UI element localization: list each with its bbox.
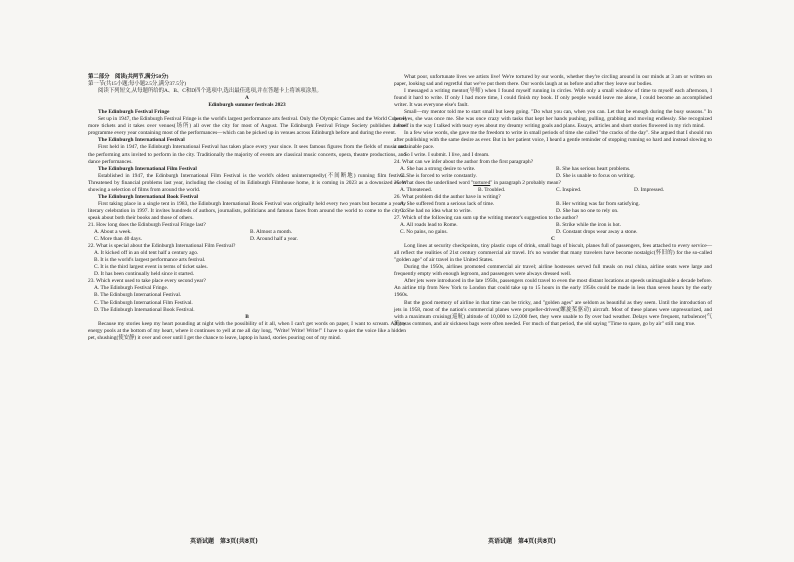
option-25a: A. Threatened. (400, 186, 433, 193)
paragraph-fringe: Set up in 1947, the Edinburgh Festival Fringe is the world's largest performance arts festival. Only the Olympic Games and the World Cup sell more tickets and it takes over venues(场所) all over the city for most of August. The Edinburgh Festival Fringe Society publishes a free programme every year containing most of the performances—which can be picked up in venues across Edinburgh before and during the event. (88, 116, 406, 137)
option-21a: A. About a week. (94, 229, 132, 236)
option-23a: A. The Edinburgh Festival Fringe. (94, 285, 169, 292)
heading-book-festival: The Edinburgh International Book Festival (98, 193, 199, 200)
paragraph-b6: So I write. I submit. I live, and I dream. (404, 151, 490, 158)
question-27: 27. Which of the following can sum up the writing mentor's suggestion to the author? (394, 214, 579, 221)
question-24: 24. What can we infer about the author from the first paragraph? (394, 158, 534, 165)
option-22a: A. It kicked off in an old tent half a century ago. (94, 250, 199, 257)
page-footer-left: 英语试题 第3页(共8页) (190, 538, 258, 545)
option-22d: D. It has been continually held since it started. (94, 271, 194, 278)
option-24d: D. She is unable to focus on writing. (556, 172, 635, 179)
option-24b: B. She has serious heart problems. (556, 165, 631, 172)
question-23: 23. Which event used to take place every second year? (88, 278, 206, 285)
question-25-pre: 25. What does the underlined word " (394, 179, 474, 186)
question-26-options-row2 (394, 208, 712, 215)
section-title: 第二部分 阅读(共两节,满分50分) (88, 74, 169, 80)
option-26a: A. She suffered from a serious lack of time. (400, 200, 495, 207)
heading-international-festival: The Edinburgh International Festival (98, 137, 185, 144)
heading-fringe: The Edinburgh Festival Fringe (98, 109, 170, 116)
option-21b: B. Almost a month. (250, 229, 293, 236)
option-27b: B. Strike while the iron is hot. (556, 221, 621, 228)
paragraph-b2-text: What poor, unfortunate lives we artists live! We're tortured by our words, whether they're circling around in our minds at 3 am or written on paper, looking sad and regretful that we've put them there. Our words laugh at us before and after they leave our bodies. (394, 74, 712, 88)
question-21-options-row2 (88, 236, 406, 243)
option-27a: A. All roads lead to Rome. (400, 221, 458, 228)
paragraph-film-festival: Established in 1947, the Edinburgh International Film Festival is the world's oldest uninterruptedly(不间断地) running film festival. Threatened by financial problems last year, including the closing of its Edinburgh Filmhouse home, it is coming in 2023 as a downsized event showing a selection of films from around the world. (88, 172, 406, 193)
option-27d: D. Constant drops wear away a stone. (556, 229, 638, 236)
heading-film-festival: The Edinburgh International Film Festival (98, 165, 197, 172)
option-21c: C. More than 40 days. (94, 236, 142, 243)
paragraph-international-festival: First held in 1947, the Edinburgh International Festival has taken place every year since. It sees famous figures from the fields of music and the performing arts invited to perform in the city. Traditionally the majority of events are classical music concerts, opera, theatre productions, and dance performances. (88, 144, 406, 165)
option-24c: C. She is forced to write constantly. (400, 172, 477, 179)
question-25 (394, 180, 712, 187)
question-26: 26. What problem did the author have in writing? (394, 193, 501, 200)
option-24a: A. She has a strong desire to write. (400, 165, 476, 172)
passage-letter-c: C (551, 236, 555, 243)
passage-letter-a: A (245, 95, 249, 102)
page-footer-right: 英语试题 第4页(共8页) (488, 538, 556, 545)
passage-letter-b: B (245, 313, 249, 320)
paragraph-b2 (394, 74, 712, 88)
paragraph-book-festival: First taking place in a single tent in 1983, the Edinburgh International Book Festival was originally held every two years but became a yearly literary celebration in 1997. It invites hundreds of authors, journalists, politicians and famous faces from around the world to come to the city to speak about both their books and those of others. (88, 200, 406, 221)
passage-title: Edinburgh summer festivals 2023 (208, 102, 286, 109)
question-21: 21. How long does the Edinburgh Festival Fringe last? (88, 221, 206, 228)
left-page (88, 74, 406, 342)
option-22c: C. It is the third largest event in terms of ticket sales. (94, 264, 208, 271)
option-25c: C. Inspired. (556, 186, 582, 193)
question-25-options (394, 187, 712, 194)
question-24-options-row2 (394, 173, 712, 180)
option-25d: D. Impressed. (634, 186, 665, 193)
option-22b: B. It is the world's largest performance arts festival. (94, 257, 206, 264)
question-22: 22. What is special about the Edinburgh International Film Festival? (88, 243, 236, 250)
paragraph-c1: Long lines at security checkpoints, tiny plastic cups of drink, small bags of biscuit, planes full of passengers, fees attached to every service—all reflect the realities of 21st century commercial air travel. It's no wonder that many travelers have become nostalgic(怀旧的) for the so-called "golden age" of air travel in the United States. (394, 243, 712, 264)
question-24-options-row1 (394, 166, 712, 173)
paragraph-b3: I messaged a writing mentor(导师) when I found myself running in circles. With only a small window of time to myself each afternoon, I found it hard to write. If only I had more time, I could finish my book. If only people would leave me alone, I could become an accomplished writer. It was everyone else's fault. (394, 88, 712, 109)
question-27-options-row2 (394, 229, 712, 236)
paragraph-b5: In a few wise words, she gave me the freedom to write in small periods of time she called "the cracks of the day". She argued that I should run after publishing with the same desire as ever. But in her patient voice, I heard a gentle reminder of stopping running so hard and instead slowing to a sustainable pace. (394, 130, 712, 151)
option-23b: B. The Edinburgh International Festival. (94, 292, 182, 299)
question-27-options-row1 (394, 222, 712, 229)
option-23c: C. The Edinburgh International Film Festival. (94, 299, 193, 306)
paragraph-b4: Small—my mentor told me to start small but keep going. "Do what you can, when you can. Let that be enough during the busy seasons." In her eyes, she was once me. She was once crazy with tasks that kept her hands pushing, pulling, grabbing and moving endlessly. She recognized herself in the way I talked with teary eyes about my dreamy writing goals and plans. Essays, articles and short stories flowered in my rich mind. (394, 109, 712, 130)
instruction: 阅读下列短文,从每题所给的A、B、C和D四个选项中,选出最佳选项,并在答题卡上将该项涂黑。 (98, 88, 322, 95)
paragraph-c3: After jets were introduced in the late 1950s, passengers could travel to even the most distant locations at speeds unimaginable a decade before. An airline trip from New York to London that could take up to 15 hours in the early 1950s could be made in less than seven hours by the early 1960s. (394, 278, 712, 299)
paragraph-b1: Because my stories keep my heart pounding at night with the possibility of it all, when I can't get words on paper, I want to scream. All my energy pools at the bottom of my heart, where it continues to yell at me all day long, "Write! Write! Write!" I have to quiet the voice like a hidden pet, shushing(使安静) it over and over until I get the chance to leave, laptop in hand, stories pouring out of my mind. (88, 320, 406, 341)
section-subtitle: 第一节(共15小题;每小题2.5分,满分37.5分) (88, 81, 187, 88)
option-27c: C. No pains, no gains. (400, 229, 448, 236)
option-26b: B. Her writing was far from satisfying. (556, 200, 640, 207)
question-26-options-row1 (394, 201, 712, 208)
option-25b: B. Troubled. (478, 186, 506, 193)
option-21d: D. Around half a year. (250, 236, 298, 243)
option-23d: D. The Edinburgh International Book Festival. (94, 306, 195, 313)
option-26d: D. She has no one to rely on. (556, 207, 619, 214)
question-25-word: tortured (473, 179, 491, 186)
question-21-options-row1 (88, 229, 406, 236)
paragraph-c2: During the 1950s, airlines promoted commercial air travel; airline hostesses served full meals on real china, airline seats were large and frequently empty with enough legroom, and passengers were always dressed well. (394, 264, 712, 278)
right-page (394, 74, 712, 328)
question-25-post: " in paragraph 2 probably mean? (490, 179, 561, 186)
paragraph-c4: But the good memory of airline in that time can be tricky, and "golden ages" are seldom as beautiful as they seem. Until the introduction of jets in 1958, most of the nation's commercial planes were propeller-driven(螺旋桨驱动) aircraft. Most of these planes were unpressurized, and with a maximum cruising(巡航) altitude of 10,000 to 12,000 feet, they were unable to fly over bad weather. Delays were frequent, turbulence(气流) was common, and air sickness bags were often needed. For much of that period, the old saying "Time to spare, go by air" still rang true. (394, 299, 712, 327)
option-26c: C. She had no idea what to write. (400, 207, 472, 214)
